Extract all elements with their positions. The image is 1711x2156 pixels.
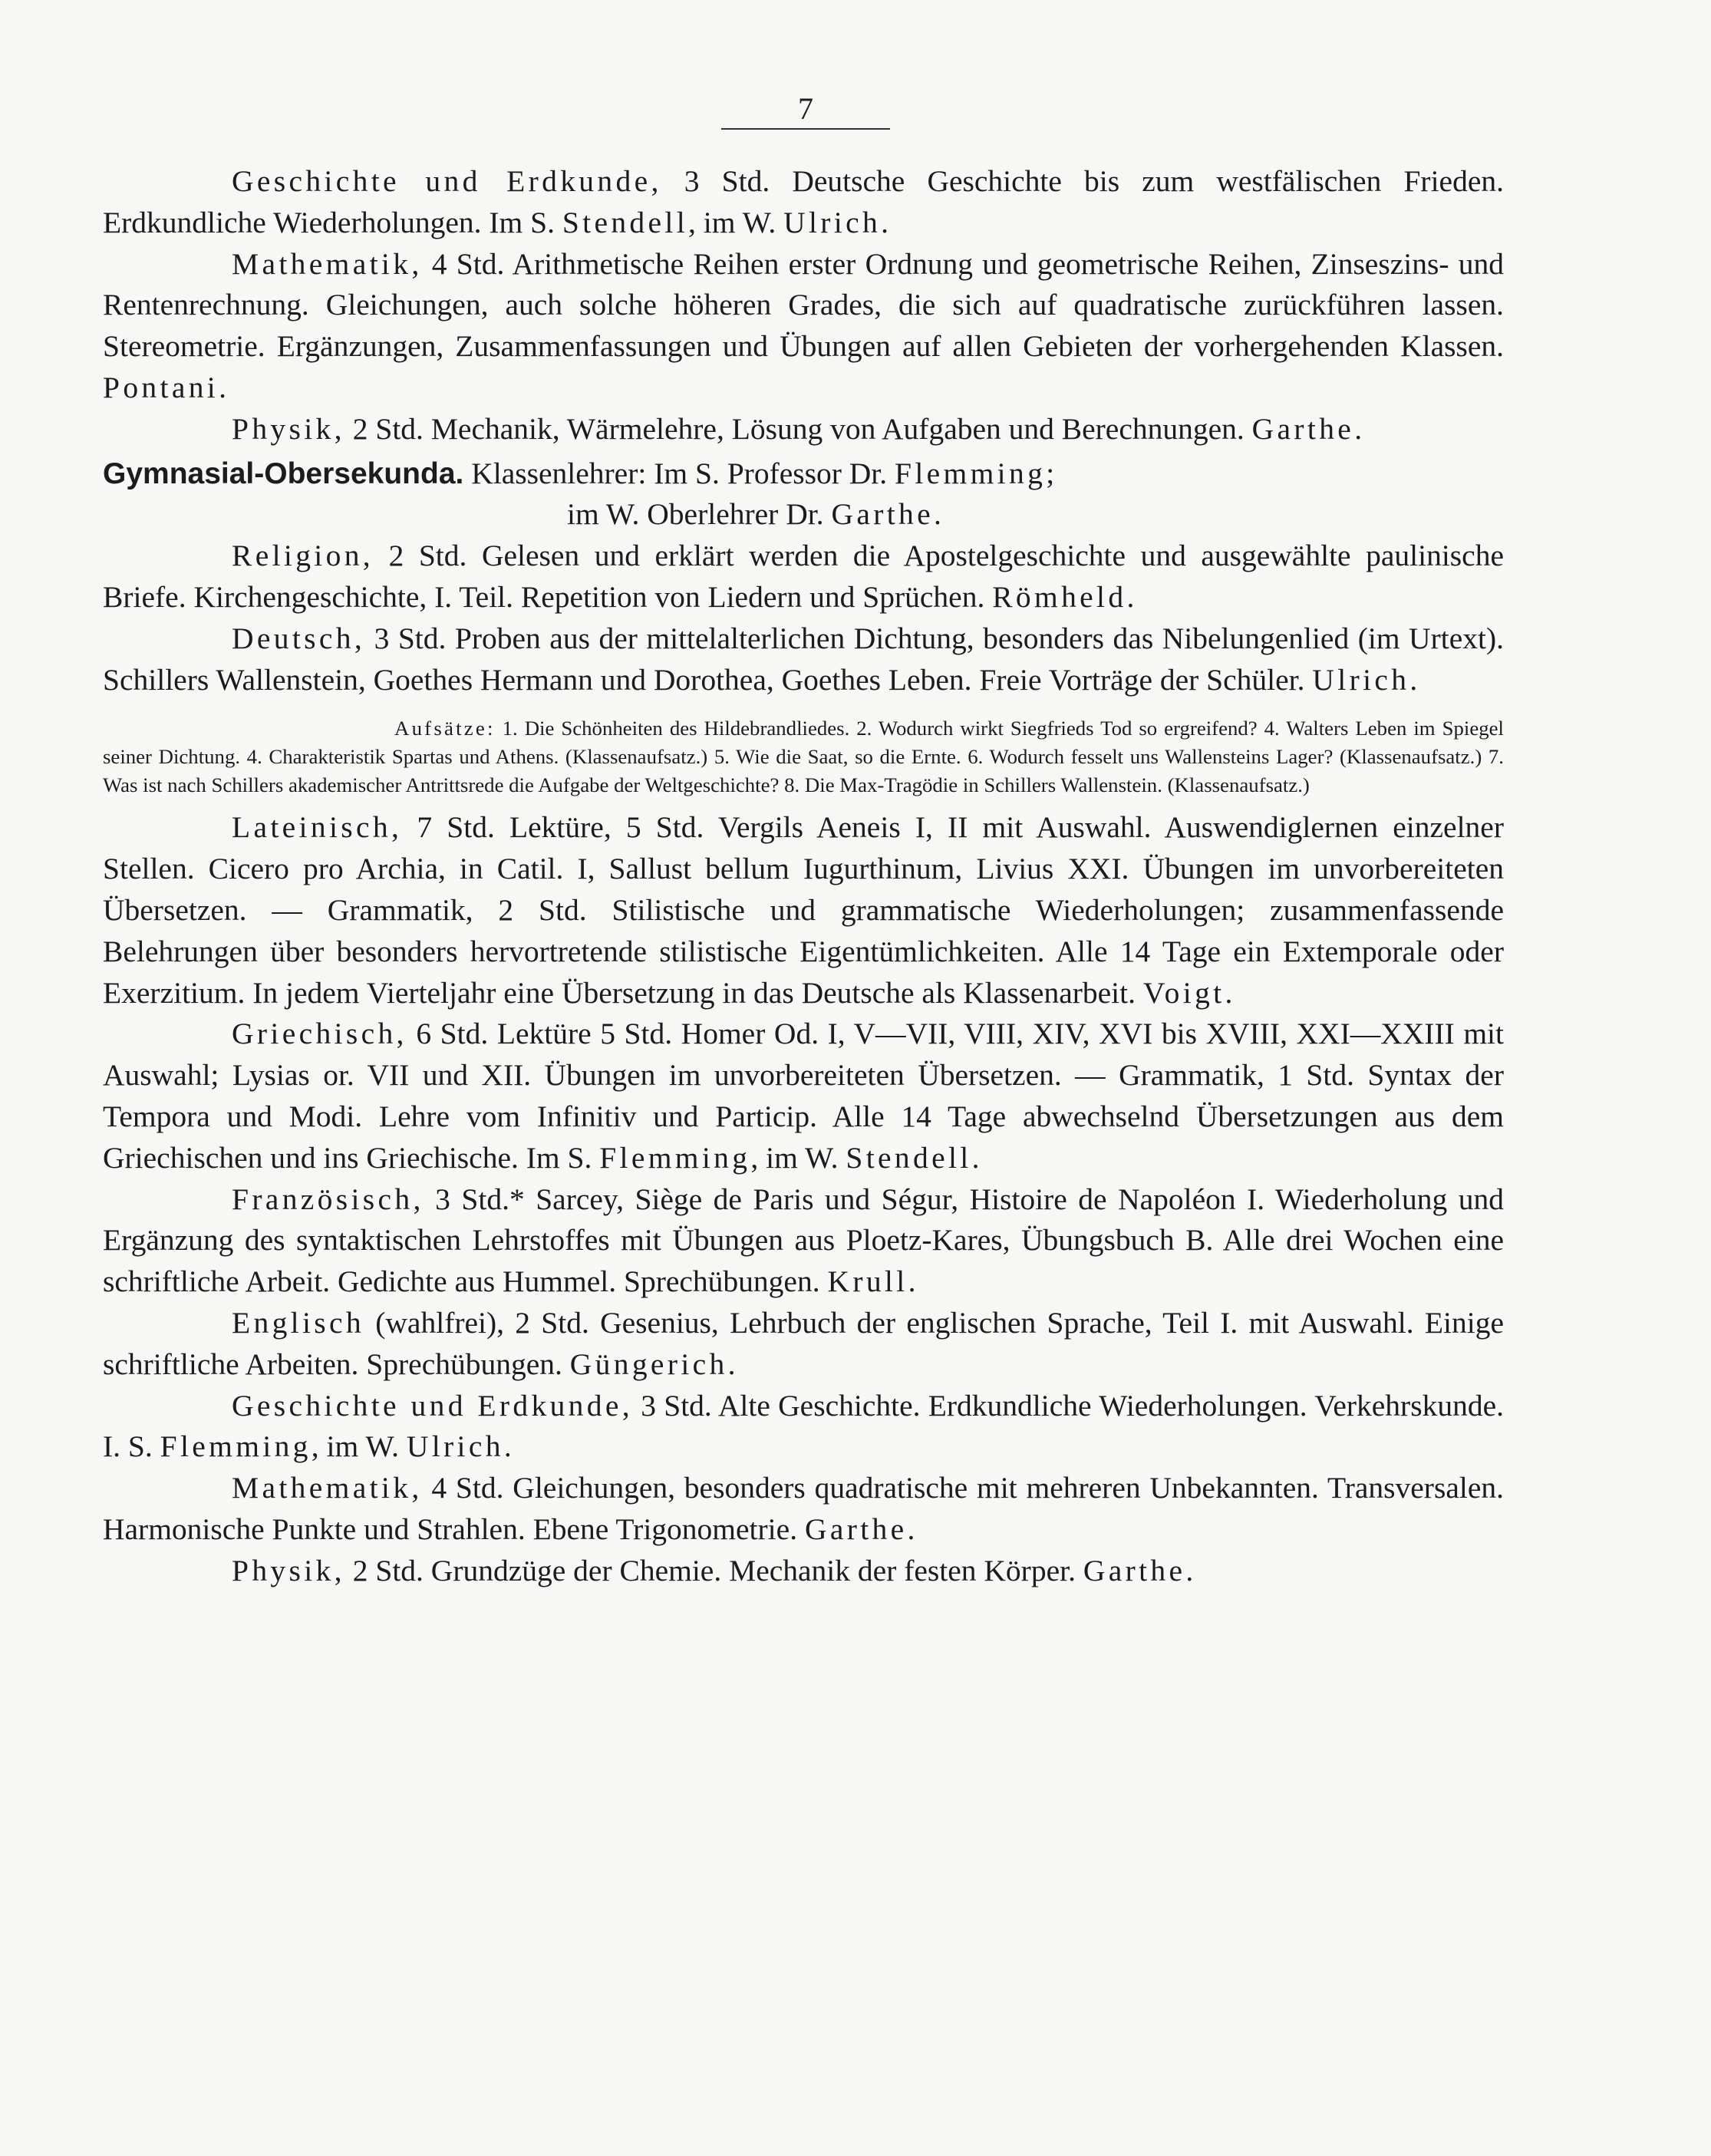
subject: Griechisch,: [232, 1017, 407, 1051]
subject: Lateinisch,: [232, 810, 403, 845]
teacher-name: Flemming: [895, 456, 1047, 490]
heading-line-2: im W. Oberlehrer Dr. Garthe.: [567, 497, 941, 532]
paragraph-physik-2: Physik, 2 Std. Grundzüge der Chemie. Mechanik der festen Körper. Garthe.: [232, 1553, 1194, 1587]
essay-label: Aufsätze:: [394, 717, 496, 740]
paragraph-mathematik: Mathematik, 4 Std. Arithmetische Reihen erster Ordnung und geometrische Reihen, Zinseszins- und Rentenrechnung. Gleichungen, auch solche höheren Grades, die sich auf quadratische zurückführen lassen. Stereometrie. Ergänzungen, Zusammenfassungen und Übungen auf allen Gebieten der vorhergehenden Klassen. Pontani.: [103, 246, 1504, 404]
paragraph-franzoesisch: Französisch, 3 Std.* Sarcey, Siège de Paris und Ségur, Histoire de Napoléon I. Wiederholung und Ergänzung des syntaktischen Lehrstoffes mit Übungen aus Ploetz-Kares, Übungsbuch B. Alle drei Wochen eine schriftliche Arbeit. Gedichte aus Hummel. Sprechübungen. Krull.: [103, 1182, 1504, 1299]
teacher-name: Stendell: [846, 1140, 972, 1175]
teacher-name: Pontani: [103, 370, 219, 404]
paragraph-mathematik-2: Mathematik, 4 Std. Gleichungen, besonders quadratische mit mehreren Unbekannten. Transversalen. Harmonische Punkte und Strahlen. Ebene Trigonometrie. Garthe.: [103, 1471, 1504, 1546]
teacher-name: Krull: [827, 1264, 908, 1299]
subject: Mathematik,: [232, 246, 423, 281]
teacher-name: Garthe: [1083, 1553, 1186, 1587]
subject: Physik,: [232, 1553, 345, 1587]
paragraph-religion: Religion, 2 Std. Gelesen und erklärt werden die Apostelgeschichte und ausgewählte paulinische Briefe. Kirchengeschichte, I. Teil. Repetition von Liedern und Sprüchen. Römheld.: [103, 539, 1504, 614]
teacher-name: Römheld: [992, 579, 1127, 614]
subject: Deutsch,: [232, 621, 366, 655]
paragraph-geschichte: Geschichte und Erdkunde, 3 Std. Deutsche Geschichte bis zum westfälischen Frieden. Erdkundliche Wiederholungen. Im S. Stendell, im W. Ulrich.: [103, 164, 1504, 239]
essay-list: Aufsätze: 1. Die Schönheiten des Hildebrandliedes. 2. Wodurch wirkt Siegfrieds Tod so ergreifend? 4. Walters Leben im Spiegel seiner Dichtung. 4. Charakteristik Spartas und Athens. (Klassenaufsatz.) 5. Wie die Saat, so die Ernte. 6. Wodurch fesselt uns Wallensteins Lager? (Klassenaufsatz.) 7. Was ist nach Schillers akademischer Antrittsrede die Aufgabe der Weltgeschichte? 8. Die Max-Tragödie in Schillers Wallenstein. (Klassenaufsatz.): [103, 717, 1504, 797]
subject: Geschichte und Erdkunde,: [232, 164, 662, 198]
teacher-name: Stendell: [562, 205, 689, 239]
class-heading: Gymnasial-Obersekunda. Klassenlehrer: Im S. Professor Dr. Flemming; im W. Oberlehrer Dr. Garthe.: [103, 453, 1504, 536]
paragraph-deutsch: Deutsch, 3 Std. Proben aus der mittelalterlichen Dichtung, besonders das Nibelungenlied (im Urtext). Schillers Wallenstein, Goethes Hermann und Dorothea, Goethes Leben. Freie Vorträge der Schüler. Ulrich.: [103, 621, 1504, 697]
subject: Französisch,: [232, 1182, 424, 1216]
teacher-name: Güngerich: [569, 1347, 728, 1381]
document-body: [103, 161, 1504, 1592]
class-title: Gymnasial-Obersekunda.: [103, 457, 464, 490]
teacher-name: Flemming: [599, 1140, 751, 1175]
subject: Physik,: [232, 411, 345, 446]
paragraph-griechisch: Griechisch, 6 Std. Lektüre 5 Std. Homer Od. I, V—VII, VIII, XIV, XVI bis XVIII, XXI—XXIII mit Auswahl; Lysias or. VII und XII. Übungen im unvorbereiteten Übersetzen. — Grammatik, 1 Std. Syntax der Tempora und Modi. Lehre vom Infinitiv und Particip. Alle 14 Tage abwechselnd Übersetzungen aus dem Griechischen und ins Griechische. Im S. Flemming, im W. Stendell.: [103, 1017, 1504, 1175]
teacher-name: Garthe: [804, 1512, 908, 1546]
teacher-name: Garthe: [831, 497, 934, 532]
teacher-name: Voigt: [1142, 975, 1225, 1010]
teacher-name: Ulrich: [1312, 662, 1410, 697]
paragraph-geschichte-2: Geschichte und Erdkunde, 3 Std. Alte Geschichte. Erdkundliche Wiederholungen. Verkehrskunde. I. S. Flemming, im W. Ulrich.: [103, 1388, 1504, 1464]
subject: Englisch: [232, 1305, 364, 1340]
subject: Religion,: [232, 539, 374, 573]
page-number: 7: [721, 91, 890, 130]
paragraph-physik: Physik, 2 Std. Mechanik, Wärmelehre, Lösung von Aufgaben und Berechnungen. Garthe.: [232, 411, 1363, 446]
paragraph-englisch: Englisch (wahlfrei), 2 Std. Gesenius, Lehrbuch der englischen Sprache, Teil I. mit Auswahl. Einige schriftliche Arbeiten. Sprechübungen. Güngerich.: [103, 1305, 1504, 1381]
teacher-name: Garthe: [1251, 411, 1355, 446]
teacher-name: Flemming: [160, 1429, 312, 1464]
subject: Geschichte und Erdkunde,: [232, 1388, 633, 1422]
teacher-name: Ulrich: [406, 1429, 504, 1464]
subject: Mathematik,: [232, 1471, 423, 1505]
paragraph-lateinisch: Lateinisch, 7 Std. Lektüre, 5 Std. Vergils Aeneis I, II mit Auswahl. Auswendiglernen einzelner Stellen. Cicero pro Archia, in Catil. I, Sallust bellum Iugurthinum, Livius XXI. Übungen im unvorbereiteten Übersetzen. — Grammatik, 2 Std. Stilistische und grammatische Wiederholungen; zusammenfassende Belehrungen über besonders hervortretende stilistische Eigentümlichkeiten. Alle 14 Tage ein Extemporale oder Exerzitium. In jedem Vierteljahr eine Übersetzung in das Deutsche als Klassenarbeit. Voigt.: [103, 810, 1504, 1010]
teacher-name: Ulrich: [783, 205, 882, 239]
